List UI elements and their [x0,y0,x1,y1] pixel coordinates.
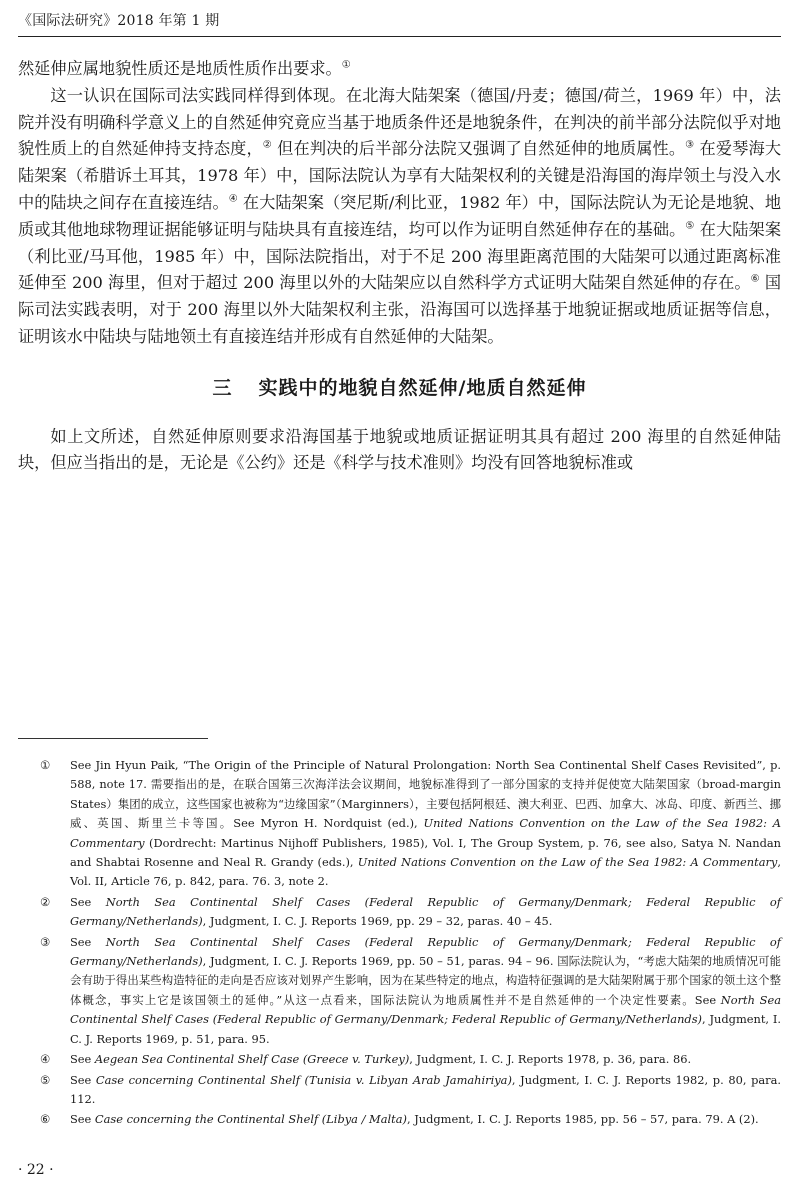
section-heading [18,375,781,402]
footnote-mark: ③ [40,934,51,949]
footnote-2: ② See North Sea Continental Shelf Cases (Federal Republic of Germany/Denmark; Federal Republic of Germany/Netherlands), Judgment, I. C. J. Reports 1969, pp. 29 – 32, paras. 40 – 45. [40,894,782,929]
footnote-1: ① See Jin Hyun Paik, “The Origin of the Principle of Natural Prolongation: North Sea Continental Shelf Cases Revisited”, p. 588, note 17. 需要指出的是，在联合国第三次海洋法会议期间，地貌标准得到了一部分国家的支持并促使宽大陆架国家（broad-margin States）集团的成立，这些国家也被称为“边缘国家”（Marginners），主要包括阿根廷、澳大利亚、巴西、加拿大、冰岛、印度、新西兰、挪威、英国、斯里兰卡等国。See Myron H. Nordquist (ed.), United Nations Convention on the Law of the Sea 1982: A Commentary (Dordrecht: Martinus Nijhoff Publishers, 1985), Vol. I, The Group System, p. 76, see also, Satya N. Nandan and Shabtai Rosenne and Neal R. Grandy (eds.), United Nations Convention on the Law of the Sea 1982: A Commentary, Vol. II, Article 76, p. 842, para. 76. 3, note 2. [40,758,781,889]
footnote-mark: ④ [40,1052,51,1067]
footnote-mark: ⑤ [40,1072,51,1087]
footnote-ref-3[interactable]: ③ [685,140,695,151]
footnote-ref-4[interactable]: ④ [228,193,238,205]
footnote-mark: ⑥ [40,1112,51,1127]
paragraph-3: 如上文所述，自然延伸原则要求沿海国基于地貌或地质证据证明其具有超过 200 海里的自然延伸陆块，但应当指出的是，无论是《公约》还是《科学与技术准则》均没有回答地貌标准或 [18,426,781,473]
footnote-ref-6[interactable]: ⑥ [750,273,760,285]
footnote-6: ⑥ See Case concerning the Continental Shelf (Libya / Malta), Judgment, I. C. J. Reports 1985, pp. 56 – 57, para. 79. A (2). [18,1110,781,1129]
footnote-rule [18,738,208,739]
paragraph-2: 这一认识在国际司法实践同样得到体现。在北海大陆架案（德国/丹麦；德国/荷兰，1969 年）中，法院并没有明确科学意义上的自然延伸究竟应当基于地质条件还是地貌条件，在判决的前半部分法院似乎对地貌性质上的自然延伸持支持态度，② 但在判决的后半部分法院又强调了自然延伸的地质属性。③ 在爱琴海大陆架案（希腊诉土耳其，1978 年）中，国际法院认为享有大陆架权利的关键是沿海国的海岸领土与没入水中的陆块之间存在直接连结。④ 在大陆架案（突尼斯/利比亚，1982 年）中，国际法院认为无论是地貌、地质或其他地球物理证据能够证明与陆块具有直接连结，均可以作为证明自然延伸存在的基础。⑤ 在大陆架案（利比亚/马耳他，1985 年）中，国际法院指出，对于不足 200 海里距离范围的大陆架可以通过距离标准延伸至 200 海里，但对于超过 200 海里以外的大陆架应以自然科学方式证明大陆架自然延伸的存在。⑥ 国际司法实践表明，对于 200 海里以外大陆架权利主张，沿海国可以选择基于地貌证据或地质证据等信息，证明该水中陆块与陆地领土有直接连结并形成有自然延伸的大陆架。 [18,85,782,346]
footnote-ref-5[interactable]: ⑤ [685,220,695,232]
footnote-mark: ② [40,894,51,909]
header-rule [18,36,781,37]
body-text [18,56,781,477]
section-number: 三 [212,376,233,399]
footnotes [18,756,781,1131]
footnote-5: ⑤ See Case concerning Continental Shelf (Tunisia v. Libyan Arab Jamahiriya), Judgment, I. C. J. Reports 1982, p. 80, para. 112. [40,1072,782,1106]
section-title: 实践中的地貌自然延伸/地质自然延伸 [258,376,587,399]
footnote-4: ④ See Aegean Sea Continental Shelf Case (Greece v. Turkey), Judgment, I. C. J. Reports 1978, p. 36, para. 86. [18,1050,781,1069]
footnote-ref-2[interactable]: ② [262,140,272,151]
page-number: · 22 · [18,1162,54,1178]
footnote-3: ③ See North Sea Continental Shelf Cases (Federal Republic of Germany/Denmark; Federal Republic of Germany/Netherlands), Judgment, I. C. J. Reports 1969, pp. 50 – 51, paras. 94 – 96. 国际法院认为，“考虑大陆架的地质情况可能会有助于得出某些构造特征的走向是否应该对划界产生影响，因为在某些特定的地点，构造特征强调的是大陆架附属于那个国家的领土这个整体概念，事实上它是该国领土的延伸。”从这一点看来，国际法院认为地质属性并不是自然延伸的一个决定性要素。See North Sea Continental Shelf Cases (Federal Republic of Germany/Denmark; Federal Republic of Germany/Netherlands), Judgment, I. C. J. Reports 1969, p. 51, para. 95. [40,934,782,1046]
running-head: 《国际法研究》2018 年第 1 期 [18,13,220,29]
footnote-mark: ① [40,758,51,772]
paragraph-1: 然延伸应属地貌性质还是地质性质作出要求。① [18,59,351,78]
footnote-ref-1[interactable]: ① [341,59,351,71]
